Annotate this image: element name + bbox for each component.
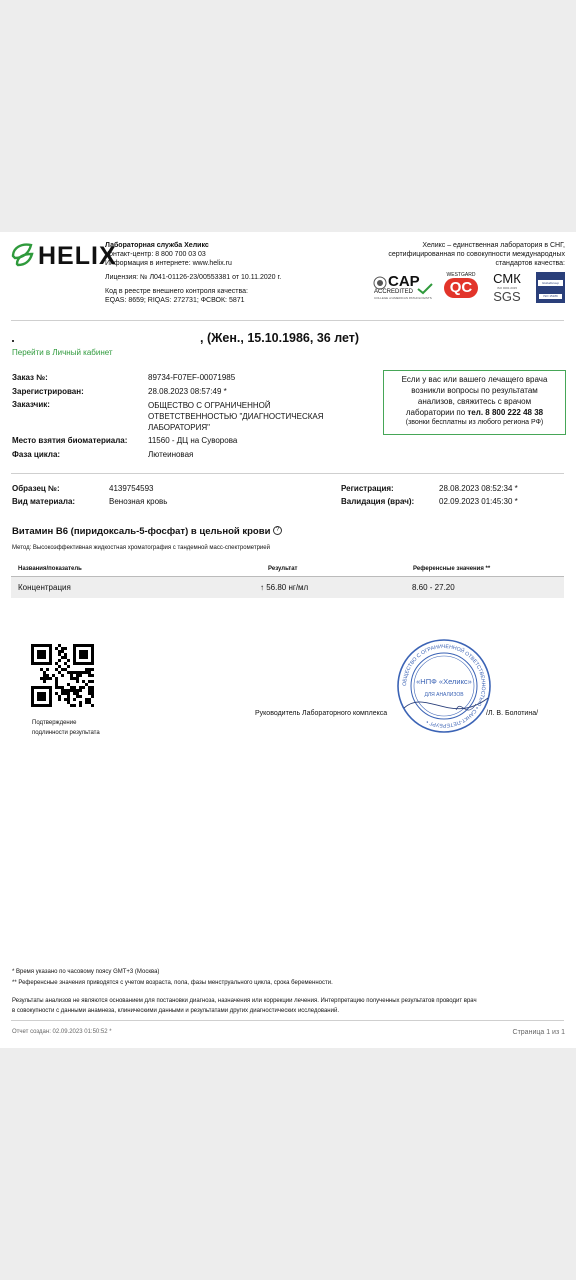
- customer-line1: ОБЩЕСТВО С ОГРАНИЧЕННОЙ: [148, 401, 271, 410]
- callout-line3: анализов, свяжитесь с врачом: [417, 397, 532, 406]
- callout-prefix: лаборатории по: [405, 408, 468, 417]
- cmk-iso-text: ISO 9001:2015: [496, 286, 518, 290]
- footnote-reference: ** Референсные значения приводятся с учетом возраста, пола, фазы менструального цикла, срока беременности.: [12, 980, 333, 986]
- row-result: [260, 583, 308, 593]
- registry-line1: Код в реестре внешнего контроля качества:: [105, 288, 248, 295]
- customer-label: Заказчик:: [12, 400, 50, 409]
- place-label: Место взятия биоматериала:: [12, 436, 128, 445]
- stamp-center-text: «НПФ «Хеликс»: [416, 677, 472, 686]
- checkmark-icon: [417, 283, 433, 295]
- order-divider: [11, 473, 564, 474]
- helix-leaf-icon: [11, 242, 35, 268]
- validation-value: 02.09.2023 01:45:30 *: [439, 497, 518, 506]
- row-name: Концентрация: [18, 583, 71, 592]
- cert-line3: стандартов качества:: [495, 260, 565, 267]
- footer-divider: [11, 1020, 564, 1021]
- order-label: Заказ №:: [12, 373, 48, 382]
- column-header-reference: Референсные значения **: [413, 566, 491, 572]
- footnote-timezone: * Время указано по часовому поясу GMT+3 (Москва): [12, 969, 160, 975]
- disclaimer-line1: Результаты анализов не являются основанием для постановки диагноза, назначения или коррекции лечения. Интерпретацию полученных результатов проводит врач: [12, 998, 477, 1004]
- order-value: 89734-F07EF-00071985: [148, 373, 236, 382]
- test-title-text: Витамин B6 (пиридоксаль-5-фосфат) в цельной крови: [12, 526, 271, 537]
- cert-line2: сертифицированная по совокупности международных: [388, 251, 565, 258]
- customer-line2: ОТВЕТСТВЕННОСТЬЮ "ДИАГНОСТИЧЕСКАЯ: [148, 412, 324, 421]
- westgard-text: WESTGARD: [446, 272, 476, 278]
- phase-label: Фаза цикла:: [12, 450, 61, 459]
- helix-logo: [11, 242, 117, 270]
- registration-label: Регистрация:: [341, 484, 394, 493]
- validation-label: Валидация (врач):: [341, 497, 415, 506]
- qc-text: QC: [444, 278, 478, 298]
- report-page: [0, 232, 576, 1048]
- callout-line5: (звонки бесплатны из любого региона РФ): [405, 419, 544, 426]
- registered-value: 28.08.2023 08:57:49 *: [148, 387, 227, 396]
- test-method: Метод: Высокоэффективная жидкостная хроматография с тандемной масс-спектрометрией: [12, 545, 270, 551]
- sample-value: 4139754593: [109, 484, 154, 493]
- column-header-name: Названия/показатель: [18, 566, 82, 572]
- head-of-lab-label: Руководитель Лабораторного комплекса: [255, 710, 388, 717]
- header-divider: [11, 320, 564, 321]
- verification-qr-code[interactable]: [31, 644, 94, 707]
- customer-line3: ЛАБОРАТОРИЯ": [148, 423, 210, 432]
- westgard-qc-badge: [444, 272, 480, 302]
- stamp-ring-text: ОБЩЕСТВО С ОГРАНИЧЕННОЙ ОТВЕТСТВЕННОСТЬЮ • САНКТ-ПЕТЕРБУРГ •: [401, 643, 487, 729]
- head-of-lab-name: /Л. В. Болотина/: [486, 710, 539, 717]
- registry-line2: EQAS: 8659; RIQAS: 272731; ФСВОК: 5871: [105, 297, 245, 304]
- personal-cabinet-link[interactable]: Перейти в Личный кабинет: [12, 348, 113, 357]
- callout-line4: [384, 407, 565, 418]
- certification-text: [340, 241, 565, 268]
- cmk-sgs-badge: [492, 272, 524, 304]
- column-header-result: Результат: [268, 566, 298, 572]
- website-info: Информация в интернете: www.helix.ru: [105, 260, 232, 267]
- cap-tiny-text: COLLEGE of AMERICAN PATHOLOGISTS: [374, 296, 432, 300]
- patient-name-mark: [12, 340, 14, 342]
- customer-value: [148, 400, 324, 433]
- lab-name: Лабораторная служба Хеликс: [105, 242, 209, 249]
- callout-line2: возникли вопросы по результатам: [411, 386, 538, 395]
- cap-text: CAP: [388, 273, 420, 290]
- help-icon[interactable]: ?: [273, 526, 282, 535]
- callout-phone: тел. 8 800 222 48 38: [467, 408, 544, 417]
- sgs-text: SGS: [493, 289, 521, 304]
- company-stamp: [396, 638, 492, 734]
- table-row: [11, 577, 564, 598]
- logo-text: HELIX: [38, 242, 117, 270]
- contact-center: Контакт-центр: 8 800 700 03 03: [105, 251, 206, 258]
- qr-caption-line1: Подтверждение: [32, 720, 77, 726]
- sample-label: Образец №:: [12, 484, 60, 493]
- registered-label: Зарегистрирован:: [12, 387, 84, 396]
- svg-text:ОБЩЕСТВО С ОГРАНИЧЕННОЙ ОТВЕТС: [402, 644, 486, 728]
- material-value: Венозная кровь: [109, 497, 168, 506]
- report-created: Отчет создан: 02.09.2023 01:50:52 *: [12, 1029, 112, 1035]
- disclaimer: [12, 996, 567, 1016]
- place-value: 11560 - ДЦ на Суворова: [148, 436, 238, 445]
- global-group-badge: [536, 272, 565, 303]
- row-reference: 8.60 - 27.20: [412, 583, 455, 592]
- callout-line1: Если у вас или вашего лечащего врача: [401, 375, 548, 384]
- global-group-iso-text: ISO 15189: [539, 294, 562, 299]
- arrow-up-icon: ↑: [260, 583, 264, 592]
- cap-logo-icon: [373, 276, 387, 290]
- material-label: Вид материала:: [12, 497, 76, 506]
- stamp-sub-text: ДЛЯ АНАЛИЗОВ: [424, 692, 464, 698]
- license: Лицензия: № Л041-01126-23/00553381 от 10.11.2020 г.: [105, 274, 282, 281]
- global-group-text: GlobalGroup: [538, 280, 563, 286]
- cap-accredited-badge: [373, 274, 435, 302]
- test-title: [12, 526, 282, 538]
- cert-line1: Хеликс – единственная лаборатория в СНГ,: [422, 242, 565, 249]
- registration-value: 28.08.2023 08:52:34 *: [439, 484, 518, 493]
- qr-caption-line2: подлинности результата: [32, 730, 100, 736]
- page-number: Страница 1 из 1: [512, 1029, 565, 1036]
- lab-info: [105, 241, 305, 305]
- qr-caption: [32, 718, 100, 738]
- patient-name: , (Жен., 15.10.1986, 36 лет): [200, 331, 360, 345]
- phase-value: Лютеиновая: [148, 450, 194, 459]
- row-result-value: 56.80 нг/мл: [266, 583, 309, 592]
- cmk-text: СМК: [493, 271, 521, 286]
- doctor-contact-callout: [383, 370, 566, 435]
- cap-accredited-text: ACCREDITED: [374, 289, 414, 295]
- disclaimer-line2: в совокупности с данными анамнеза, клиническими данными и результатами других диагностических исследований.: [12, 1008, 339, 1014]
